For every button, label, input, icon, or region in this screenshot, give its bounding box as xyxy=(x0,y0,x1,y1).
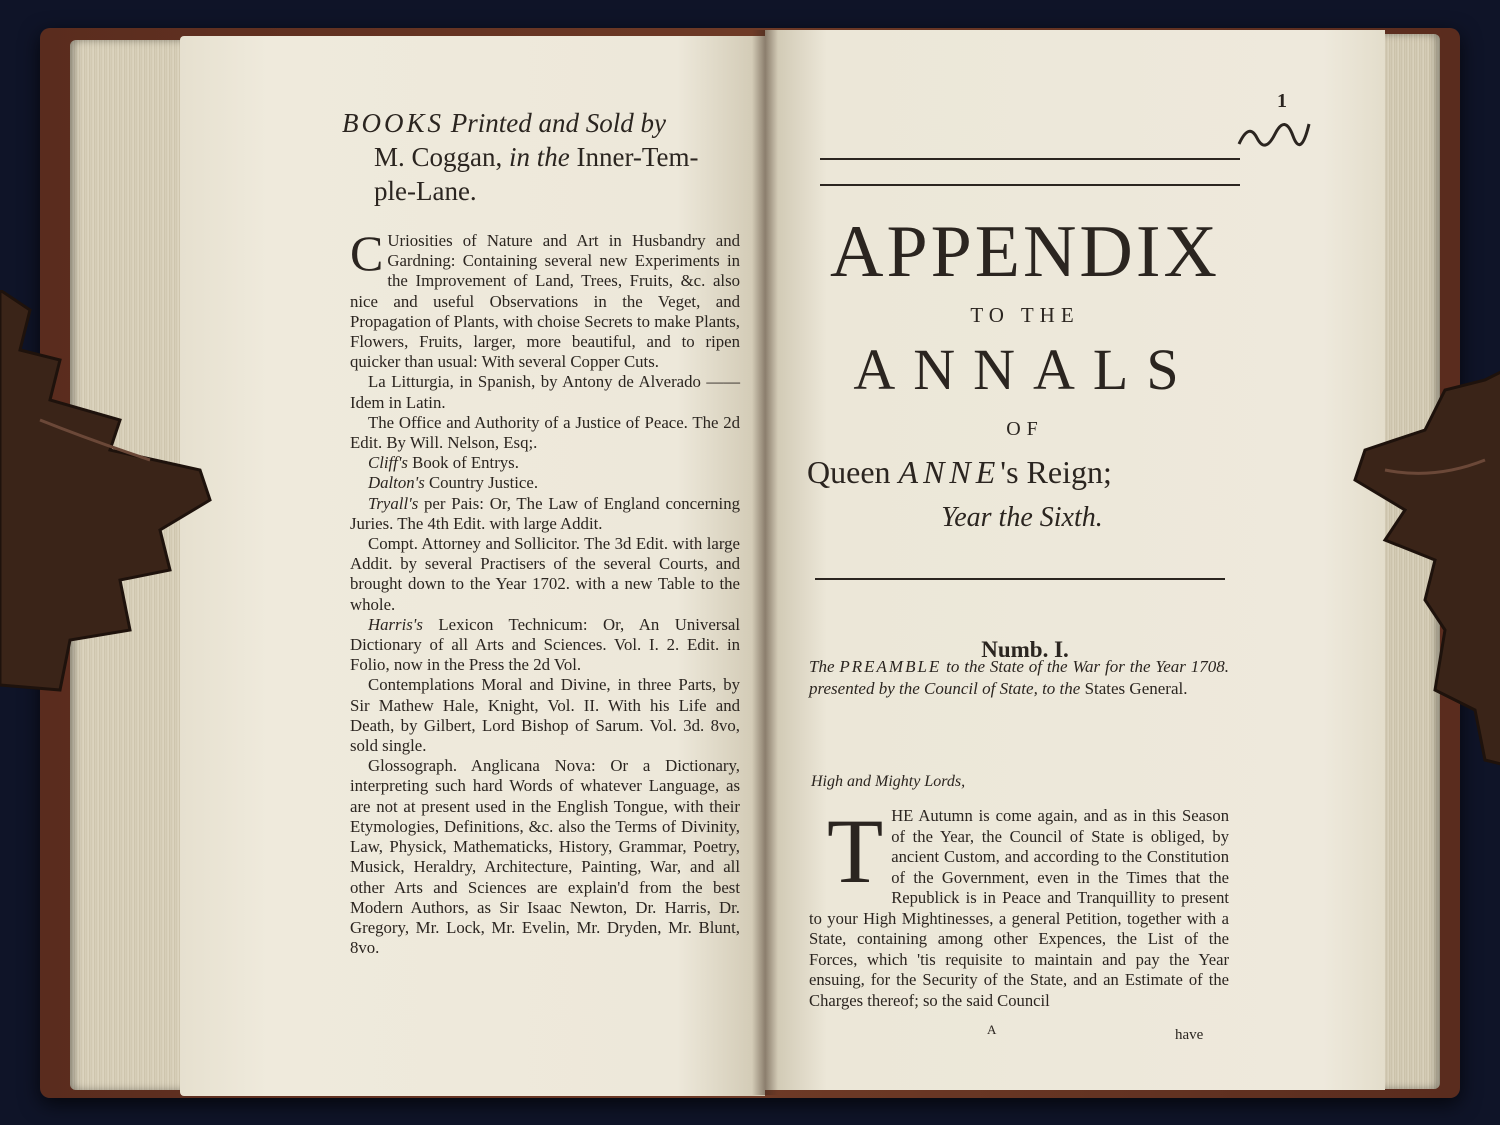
preamble-caps: PREAMBLE xyxy=(839,657,942,676)
book-entry xyxy=(350,453,740,473)
book-entry-text: Glossograph. Anglicana Nova: Or a Dictionary, interpreting such hard Words of whatever Language, as are not at present used in the English Tongue, with their Etymologies, Definitions, &c. also the Terms of Divinity, Law, Physick, Mathematicks, History, Grammar, Poetry, Musick, Heraldry, Architecture, Painting, War, and all other Arts and Sciences are explain'd from the best Modern Authors, as Sir Isaac Newton, Dr. Harris, Dr. Gregory, Mr. Lock, Mr. Evelin, Mr. Dryden, Mr. Blunt, 8vo. xyxy=(350,756,740,958)
book-entry-text: per Pais: Or, The Law of England concerning Juries. The 4th Edit. with large Addit. xyxy=(350,493,740,533)
book-entry xyxy=(350,372,740,412)
advert-heading xyxy=(342,106,742,208)
book-entry xyxy=(350,675,740,756)
section-number: Numb. I. xyxy=(981,637,1069,662)
title-year: Year the Sixth. xyxy=(941,502,1103,533)
right-page-content xyxy=(765,30,1385,1090)
book-entry xyxy=(350,225,740,372)
preamble-heading xyxy=(809,656,1229,700)
book-entry-author: Harris's xyxy=(368,614,423,634)
book-entry xyxy=(350,534,740,615)
book-entry xyxy=(350,756,740,958)
book-entry xyxy=(350,473,740,493)
book-entry-author: Cliff's xyxy=(368,453,408,473)
header-rule-1 xyxy=(820,158,1240,160)
catchword: have xyxy=(1175,1027,1204,1043)
page-clip-right xyxy=(1345,370,1500,770)
book-entry-text: Country Justice. xyxy=(424,473,539,493)
book-entry-text: The Office and Authority of a Justice of Peace. The 2d Edit. By Will. Nelson, Esq;. xyxy=(350,412,740,453)
book-entry-text: Book of Entrys. xyxy=(407,453,519,473)
heading-books: BOOKS xyxy=(342,108,444,138)
preamble-body xyxy=(809,800,1229,1011)
body-text: HE Autumn is come again, and as in this Season of the Year, the Council of State is obliged, by ancient Custom, and according to the Constitution of the Government, even in the Times that the Republick is in Peace and Tranquillity to present to your High Mightinesses, a general Petition, together with a State, containing among other Expences, the List of the Forces, which 'tis requisite to maintain and pay the Year ensuing, for the Security of the State, and an Estimate of the Charges thereof; so the said Council xyxy=(809,806,1229,1010)
book-entry-author: Dalton's xyxy=(368,473,425,493)
title-appendix: APPENDIX xyxy=(830,211,1220,293)
preamble-rest: to the State of the War for the Year 1708. presented by the Council of State, to the xyxy=(809,657,1230,698)
book-entry-author: Tryall's xyxy=(368,493,419,513)
drop-cap-t: T xyxy=(827,800,884,902)
title-queen: Queen xyxy=(807,454,891,490)
page-number: 1 xyxy=(1277,90,1287,112)
book-entry xyxy=(350,615,740,676)
book-entry-text: Uriosities of Nature and Art in Husbandry and Gardning: Containing several new Experiments in the Improvement of Land, Trees, Fruits, &c. also nice and useful Observations in the Veget, and Propagation of Plants, with choise Secrets to make Plants, Flowers, Fruits, larger, more beautiful, and to ripen quicker than usual: With several Copper Cuts. xyxy=(350,231,740,372)
title-reign: 's Reign; xyxy=(1000,454,1112,490)
title-annals: ANNALS xyxy=(853,337,1197,402)
title-of: OF xyxy=(1006,418,1044,440)
preamble-states-general: States General. xyxy=(1084,679,1188,698)
flourish-mark xyxy=(1235,114,1315,154)
header-rule-2 xyxy=(820,184,1240,186)
heading-printed-sold: Printed and Sold by xyxy=(450,108,666,138)
book-entry-text: Compt. Attorney and Sollicitor. The 3d Edit. with large Addit. by several Practisers of the several Courts, and brought down to the Year 1702. with a new Table to the whole. xyxy=(350,534,740,614)
drop-cap-c: C xyxy=(350,225,384,281)
signature-mark: A xyxy=(987,1022,997,1037)
section-rule xyxy=(815,578,1225,580)
title-to-the: TO THE xyxy=(970,303,1080,327)
preamble-the: The xyxy=(809,657,835,676)
heading-in-the: in the xyxy=(509,142,570,172)
left-page-content xyxy=(190,36,765,1096)
title-anne: ANNE xyxy=(898,454,1001,490)
book-entry xyxy=(350,494,740,534)
book-entry-text: Contemplations Moral and Divine, in three Parts, by Sir Mathew Hale, Knight, Vol. II. With his Life and Death, by Gilbert, Lord Bishop of Sarum. Vol. 3d. 8vo, sold single. xyxy=(350,675,740,756)
heading-printer: M. Coggan, xyxy=(374,142,503,172)
book-entry-text: La Litturgia, in Spanish, by Antony de Alverado ——Idem in Latin. xyxy=(350,372,740,412)
page-clip-left xyxy=(0,290,220,710)
book-list xyxy=(350,225,740,958)
title-queen-line xyxy=(807,454,1237,491)
book-entry xyxy=(350,413,740,453)
salutation: High and Mighty Lords, xyxy=(811,773,966,790)
heading-lane-2: ple-Lane. xyxy=(374,176,477,206)
heading-lane-1: Inner-Tem- xyxy=(576,142,699,172)
book-entry-text: Lexicon Technicum: Or, An Universal Dictionary of all Arts and Sciences. Vol. I. 2. Edit. in Folio, now in the Press the 2d Vol. xyxy=(350,614,740,675)
